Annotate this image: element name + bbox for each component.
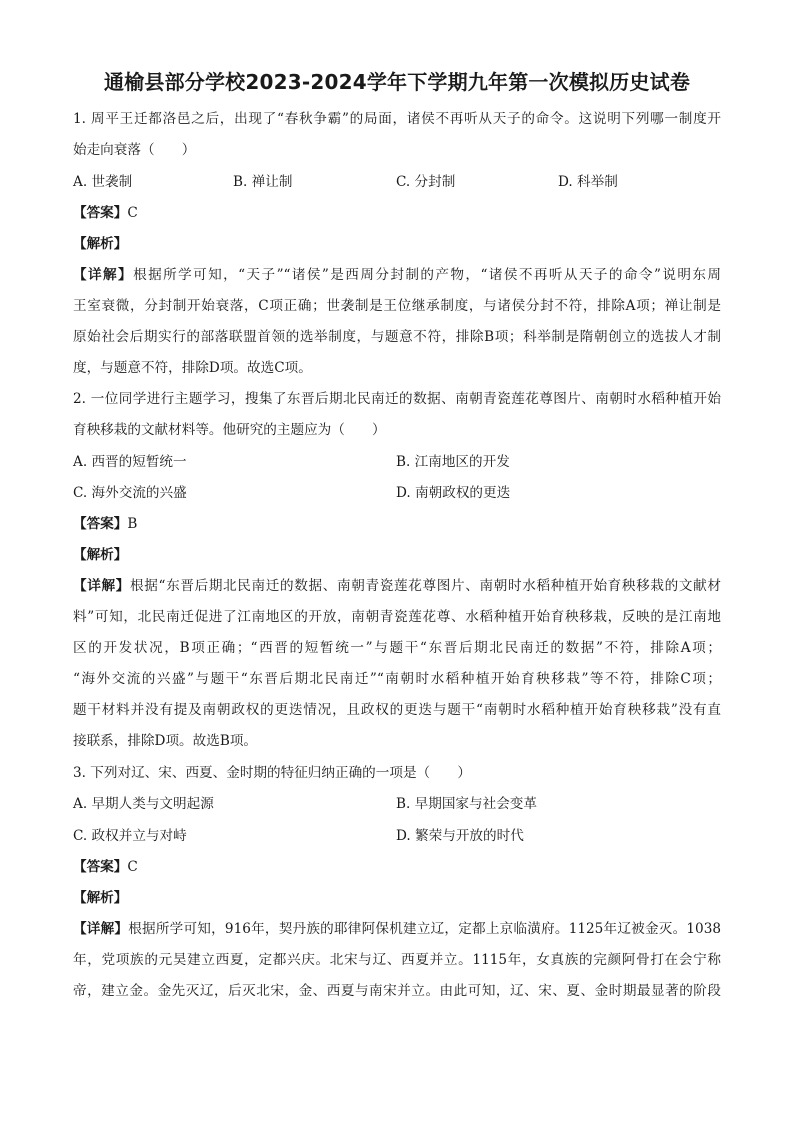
answer-tag: 【答案】 bbox=[73, 205, 128, 221]
answer-tag: 【答案】 bbox=[73, 516, 128, 532]
exam-title: 通榆县部分学校2023-2024学年下学期九年第一次模拟历史试卷 bbox=[103, 70, 691, 94]
analysis-tag: 【解析】 bbox=[73, 547, 128, 563]
question-2-stem-line-1: 2. 一位同学进行主题学习，搜集了东晋后期北民南迁的数据、南朝青瓷莲花尊图片、南朝时水稻种植开始 bbox=[73, 391, 721, 407]
question-3-option-c: C. 政权并立与对峙 bbox=[73, 828, 187, 844]
question-1-detail-line-2: 王室衰微，分封制开始衰落，C项正确；世袭制是王位继承制度，与诸侯分封不符，排除A项；禅让制是 bbox=[73, 298, 721, 314]
question-1-option-a: A. 世袭制 bbox=[73, 174, 133, 190]
answer-value: C bbox=[127, 859, 138, 875]
detail-text: 根据所学可知，916年，契丹族的耶律阿保机建立辽，定都上京临潢府。1125年辽被金灭。1038 bbox=[128, 921, 722, 937]
question-3-detail-line-3: 帝，建立金。金先灭辽，后灭北宋，金、西夏与南宋并立。由此可知，辽、宋、夏、金时期最显著的阶段 bbox=[73, 983, 721, 999]
question-2-stem-line-2: 育秧移栽的文献材料等。他研究的主题应为（ ） bbox=[73, 422, 386, 438]
analysis-tag: 【解析】 bbox=[73, 236, 128, 252]
question-3-option-a: A. 早期人类与文明起源 bbox=[73, 796, 214, 812]
answer-value: B bbox=[127, 516, 138, 532]
question-1-option-d: D. 科举制 bbox=[558, 174, 618, 190]
answer-tag: 【答案】 bbox=[73, 859, 128, 875]
question-3-analysis-heading bbox=[73, 889, 127, 907]
question-3-stem: 3. 下列对辽、宋、西夏、金时期的特征归纳正确的一项是（ ） bbox=[73, 765, 471, 781]
question-1-stem-line-2: 始走向衰落（ ） bbox=[73, 142, 196, 158]
question-3-option-d: D. 繁荣与开放的时代 bbox=[396, 828, 524, 844]
question-2-detail-line-5: 题干材料并没有提及南朝政权的更迭情况，且政权的更迭与题干“南朝时水稻种植开始育秧移栽”没有直 bbox=[73, 702, 721, 718]
question-2-option-a: A. 西晋的短暂统一 bbox=[73, 454, 187, 470]
question-1-detail-line-4: 度，与题意不符，排除D项。故选C项。 bbox=[73, 360, 312, 376]
question-2-detail-line-2: 料”可知，北民南迁促进了江南地区的开放，南朝青瓷莲花尊、水稻种植开始育秧移栽，反映的是江南地 bbox=[73, 609, 721, 625]
detail-tag: 【详解】 bbox=[73, 578, 130, 594]
question-1-detail-line-3: 原始社会后期实行的部落联盟首领的选举制度，与题意不符，排除B项；科举制是隋朝创立的选拔人才制 bbox=[73, 329, 721, 345]
detail-tag: 【详解】 bbox=[73, 267, 134, 283]
question-3-answer bbox=[73, 858, 138, 876]
question-2-detail-line-1 bbox=[73, 577, 721, 595]
question-2-analysis-heading bbox=[73, 546, 127, 564]
question-1-analysis-heading bbox=[73, 235, 127, 253]
question-1-option-b: B. 禅让制 bbox=[233, 174, 293, 190]
question-3-detail-line-1 bbox=[73, 920, 721, 938]
question-2-detail-line-6: 接联系，排除D项。故选B项。 bbox=[73, 733, 258, 749]
question-1-answer bbox=[73, 204, 138, 222]
detail-text: 根据所学可知，“天子”“诸侯”是西周分封制的产物，“诸侯不再听从天子的命令”说明东周 bbox=[133, 267, 721, 283]
question-2-detail-line-4: “海外交流的兴盛”与题干“东晋后期北民南迁”“南朝时水稻种植开始育秧移栽”等不符，排除C项； bbox=[73, 671, 721, 687]
question-2-option-d: D. 南朝政权的更迭 bbox=[396, 485, 511, 501]
question-2-answer bbox=[73, 515, 137, 533]
detail-text: 根据“东晋后期北民南迁的数据、南朝青瓷莲花尊图片、南朝时水稻种植开始育秧移栽的文献材 bbox=[129, 578, 721, 594]
question-2-detail-line-3: 区的开发状况，B项正确；“西晋的短暂统一”与题干“东晋后期北民南迁的数据”不符，排除A项； bbox=[73, 640, 721, 656]
question-1-option-c: C. 分封制 bbox=[396, 174, 456, 190]
question-1-stem-line-1: 1. 周平王迁都洛邑之后，出现了“春秋争霸”的局面，诸侯不再听从天子的命令。这说明下列哪一制度开 bbox=[73, 111, 721, 127]
answer-value: C bbox=[127, 205, 138, 221]
question-3-option-b: B. 早期国家与社会变革 bbox=[396, 796, 537, 812]
question-2-option-b: B. 江南地区的开发 bbox=[396, 454, 510, 470]
question-1-detail-line-1 bbox=[73, 266, 721, 284]
analysis-tag: 【解析】 bbox=[73, 890, 128, 906]
question-2-option-c: C. 海外交流的兴盛 bbox=[73, 485, 187, 501]
detail-tag: 【详解】 bbox=[73, 921, 129, 937]
question-3-detail-line-2: 年，党项族的元昊建立西夏，定都兴庆。北宋与辽、西夏并立。1115年，女真族的完颜阿骨打在会宁称 bbox=[73, 952, 721, 968]
